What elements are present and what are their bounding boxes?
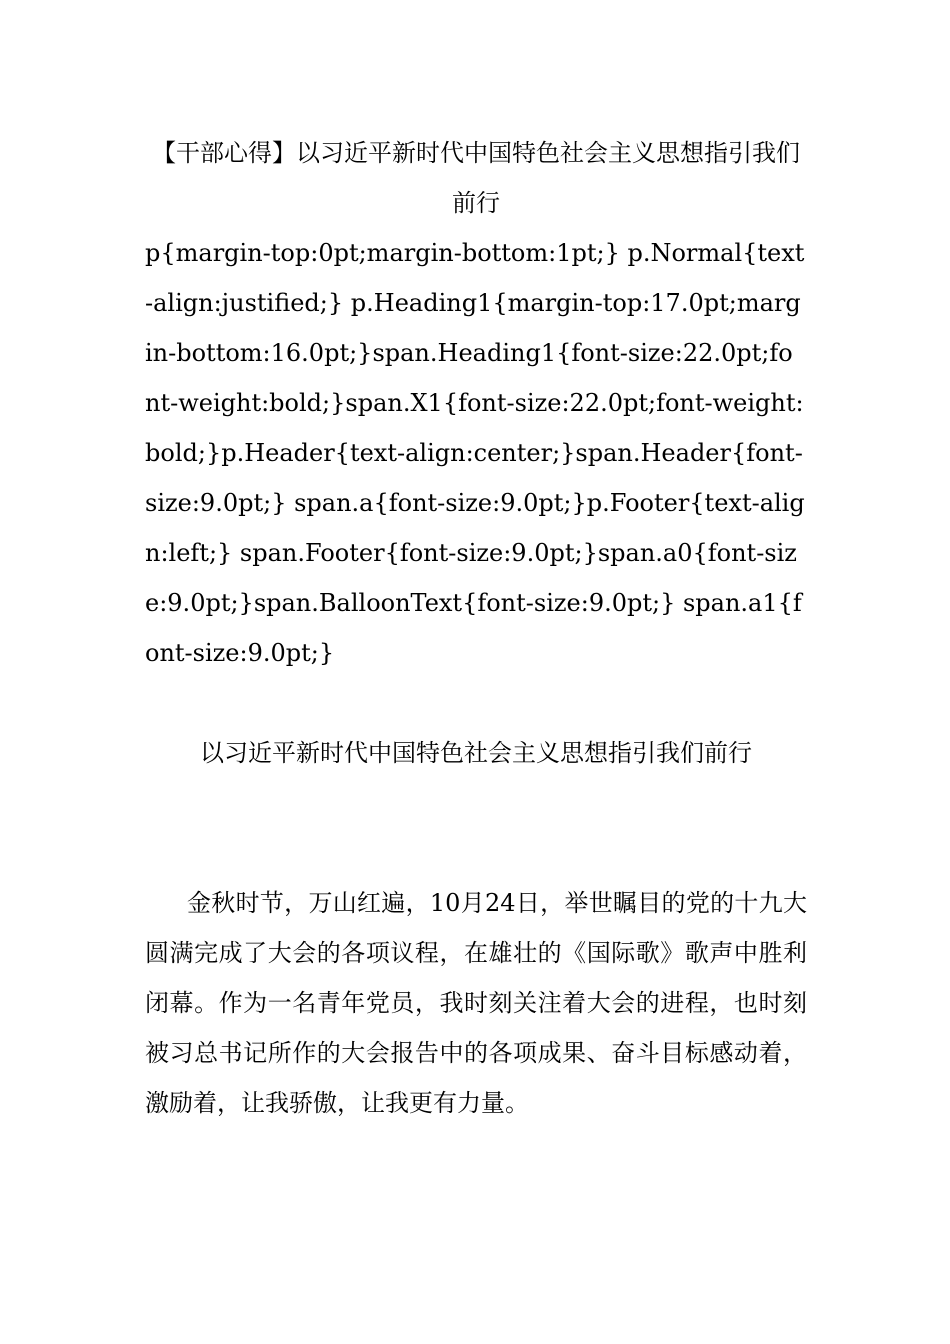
- article-subtitle: 以习近平新时代中国特色社会主义思想指引我们前行: [200, 739, 752, 767]
- body-paragraph: 金秋时节，万山红遍，10月24日，举世瞩目的党的十九大圆满完成了大会的各项议程，在雄壮的《国际歌》歌声中胜利闭幕。作为一名青年党员，我时刻关注着大会的进程，也时刻被习总书记所作的大会报告中的各项成果、奋斗目标感动着，激励着，让我骄傲，让我更有力量。: [145, 889, 807, 1117]
- document-title: 【干部心得】以习近平新时代中国特色社会主义思想指引我们前行: [152, 139, 800, 217]
- stray-css-text: p{margin-top:0pt;margin-bottom:1pt;} p.Normal{text-align:justified;} p.Heading1{margin-top:17.0pt;margin-bottom:16.0pt;}span.Heading1{font-size:22.0pt;font-weight:bold;}span.X1{font-size:22.0pt;font-weight:bold;}p.Header{text-align:center;}span.Header{font-size:9.0pt;} span.a{font-size:9.0pt;}p.Footer{text-align:left;} span.Footer{font-size:9.0pt;}span.a0{font-size:9.0pt;}span.BalloonText{font-size:9.0pt;} span.a1{font-size:9.0pt;}: [145, 239, 805, 667]
- document-page: [145, 128, 807, 1128]
